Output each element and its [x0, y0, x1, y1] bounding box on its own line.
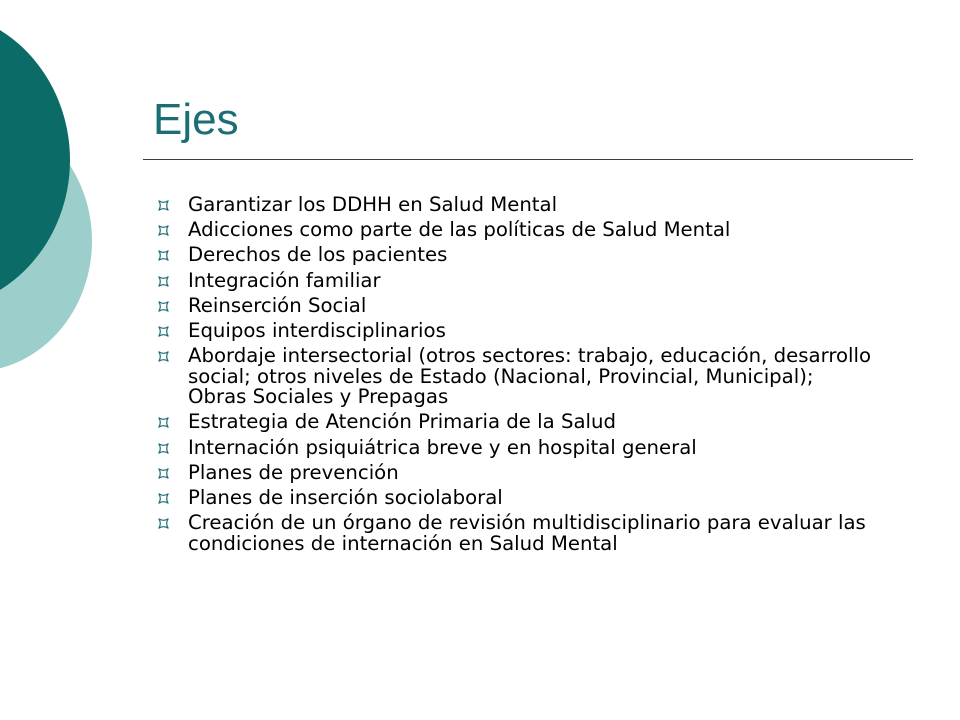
- list-item: [158, 485, 878, 509]
- list-item: [158, 460, 878, 484]
- slide-title: Ejes: [153, 95, 239, 144]
- bullet-text: Planes de inserción sociolaboral: [188, 485, 503, 509]
- ornamental-square-bullet-icon: [158, 250, 169, 261]
- list-item: [158, 318, 878, 342]
- bullet-text: Adicciones como parte de las políticas de Salud Mental: [188, 218, 731, 242]
- ornamental-square-bullet-icon: [158, 276, 169, 287]
- ornamental-square-bullet-icon: [158, 468, 169, 479]
- list-item: [158, 513, 878, 554]
- bullet-text: Creación de un órgano de revisión multidisciplinario para evaluar las condiciones de internación en Salud Mental: [188, 511, 866, 555]
- list-item: [158, 245, 878, 266]
- list-item: [158, 346, 878, 408]
- bullet-text: Garantizar los DDHH en Salud Mental: [188, 193, 558, 216]
- list-item: [158, 220, 878, 241]
- ornamental-square-bullet-icon: [158, 518, 169, 529]
- bullet-text: Internación psiquiátrica breve y en hospital general: [188, 435, 697, 459]
- ornamental-square-bullet-icon: [158, 417, 169, 428]
- ornamental-square-bullet-icon: [158, 351, 169, 362]
- list-item: [158, 435, 878, 459]
- ornamental-square-bullet-icon: [158, 326, 169, 337]
- ornamental-square-bullet-icon: [158, 493, 169, 504]
- title-divider: [143, 159, 913, 160]
- bullet-text: Reinserción Social: [188, 293, 367, 317]
- bullet-text: Estrategia de Atención Primaria de la Salud: [188, 410, 616, 434]
- ornamental-square-bullet-icon: [158, 443, 169, 454]
- list-item: [158, 412, 878, 433]
- ornamental-square-bullet-icon: [158, 225, 169, 236]
- ornamental-square-bullet-icon: [158, 200, 169, 211]
- list-item: [158, 268, 878, 292]
- list-item: [158, 293, 878, 317]
- ornamental-square-bullet-icon: [158, 301, 169, 312]
- bullet-text: Abordaje intersectorial (otros sectores: trabajo, educación, desarrollo social; otros niveles de Estado (Nacional, Provincial, Municipal); Obras Sociales y Prepagas: [188, 344, 872, 409]
- bullet-text: Derechos de los pacientes: [188, 243, 448, 267]
- bullet-text: Integración familiar: [188, 268, 381, 292]
- list-item: [158, 195, 878, 216]
- bullet-text: Planes de prevención: [188, 460, 399, 484]
- bullet-text: Equipos interdisciplinarios: [188, 318, 446, 342]
- bullet-list: [158, 195, 878, 559]
